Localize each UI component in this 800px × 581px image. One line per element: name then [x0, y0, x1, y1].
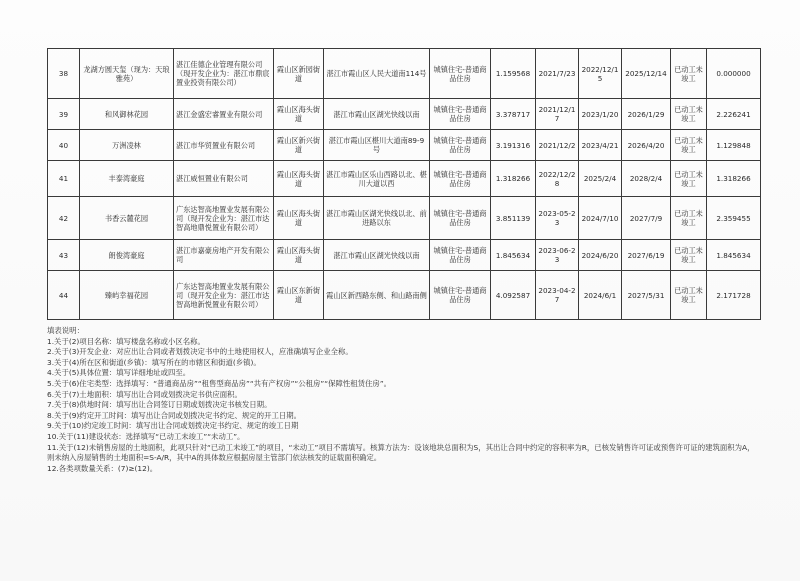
cell-area: 1.159568: [491, 49, 536, 99]
cell-type: 城镇住宅-普通商品住房: [430, 130, 491, 161]
cell-contract: 2023-05-23: [536, 197, 579, 240]
cell-supply: 2023/4/21: [579, 130, 622, 161]
table-row: [48, 130, 761, 161]
cell-name: 书香云麓花园: [80, 197, 174, 240]
cell-type: 城镇住宅-普通商品住房: [430, 197, 491, 240]
cell-location: 湛江市霞山区湖光快线以南: [324, 99, 430, 130]
notes-heading: 填表说明：: [47, 326, 84, 335]
cell-unsold: 1.845634: [707, 240, 761, 271]
cell-company: 湛江佳德企业管理有限公司（现开发企业为：湛江市鼎宸置业投资有限公司）: [174, 49, 274, 99]
cell-street: 霞山区海头街道: [274, 161, 324, 197]
cell-status: 已动工未竣工: [671, 240, 707, 271]
cell-contract: 2021/12/17: [536, 99, 579, 130]
cell-type: 城镇住宅-普通商品住房: [430, 161, 491, 197]
cell-company: 湛江市嘉豪房地产开发有限公司: [174, 240, 274, 271]
cell-no: 42: [48, 197, 80, 240]
cell-unsold: 2.359455: [707, 197, 761, 240]
cell-unsold: 0.000000: [707, 49, 761, 99]
cell-unsold: 1.129848: [707, 130, 761, 161]
table-row: [48, 49, 761, 99]
cell-area: 3.851139: [491, 197, 536, 240]
cell-status: 已动工未竣工: [671, 49, 707, 99]
note-line: 11.关于(12)未销售房屋的土地面积，此项只针对“已动工未竣工”的项目，“未动工”项目不需填写。核算方法为：设该地块总面积为S，其出让合同中约定的容积率为R，已核发销售许可证或预售许可证的建筑面积为A，则未纳入房屋销售的土地面积=S-A/R，其中A的具体数应根据房屋主管部门依法核发的证载面积确定。: [47, 442, 755, 463]
cell-no: 39: [48, 99, 80, 130]
note-line: 5.关于(6)住宅类型：选择填写：“普通商品房”“租售型商品房”“共有产权房”“公租房”“保障性租赁住房”。: [47, 378, 392, 388]
cell-type: 城镇住宅-普通商品住房: [430, 49, 491, 99]
cell-supply: 2023/1/20: [579, 99, 622, 130]
cell-company: 湛江市华贸置业有限公司: [174, 130, 274, 161]
cell-type: 城镇住宅-普通商品住房: [430, 271, 491, 320]
cell-location: 湛江市霞山区湖光快线以南: [324, 240, 430, 271]
cell-unsold: 2.171728: [707, 271, 761, 320]
cell-name: 万洲凌林: [80, 130, 174, 161]
cell-area: 3.191316: [491, 130, 536, 161]
cell-no: 38: [48, 49, 80, 99]
cell-type: 城镇住宅-普通商品住房: [430, 99, 491, 130]
table-row: [48, 197, 761, 240]
cell-supply: 2024/6/1: [579, 271, 622, 320]
cell-area: 1.845634: [491, 240, 536, 271]
cell-start: 2026/4/20: [622, 130, 671, 161]
cell-location: 湛江市霞山区乐山西路以北、椹川大道以西: [324, 161, 430, 197]
fill-instructions: [47, 326, 760, 474]
note-line: 4.关于(5)具体位置：填写详细地址或四至。: [47, 368, 191, 378]
cell-name: 龙湖方圆天玺（现为：天琅雅苑）: [80, 49, 174, 99]
cell-name: 朗俊湾豪庭: [80, 240, 174, 271]
land-supply-table: [47, 48, 761, 320]
cell-name: 臻屿幸福花园: [80, 271, 174, 320]
table-row: [48, 161, 761, 197]
cell-contract: 2021/12/2: [536, 130, 579, 161]
cell-start: 2027/6/19: [622, 240, 671, 271]
cell-unsold: 2.226241: [707, 99, 761, 130]
cell-supply: 2025/2/4: [579, 161, 622, 197]
table-row: [48, 271, 761, 320]
cell-area: 3.378717: [491, 99, 536, 130]
table-row: [48, 240, 761, 271]
cell-start: 2027/5/31: [622, 271, 671, 320]
cell-street: 霞山区新园街道: [274, 49, 324, 99]
cell-street: 霞山区海头街道: [274, 99, 324, 130]
cell-contract: 2021/7/23: [536, 49, 579, 99]
cell-contract: 2023-04-27: [536, 271, 579, 320]
cell-location: 霞山区新西路东侧、和山路南侧: [324, 271, 430, 320]
cell-name: 丰泰湾豪庭: [80, 161, 174, 197]
cell-status: 已动工未竣工: [671, 271, 707, 320]
table-row: [48, 99, 761, 130]
note-line: 6.关于(7)土地面积：填写出让合同或划拨决定书供应面积。: [47, 389, 242, 399]
note-line: 9.关于(10)约定竣工时间：填写出让合同或划拨决定书约定、规定的竣工日期: [47, 421, 299, 431]
note-line: 2.关于(3)开发企业：对应出让合同或者划拨决定书中的土地使用权人，应准确填写企业全称。: [47, 347, 353, 357]
cell-supply: 2024/7/10: [579, 197, 622, 240]
cell-company: 广东达智高地置业发展有限公司（现开发企业为：湛江市达智高地新悦置业有限公司）: [174, 271, 274, 320]
cell-area: 4.092587: [491, 271, 536, 320]
cell-supply: 2022/12/15: [579, 49, 622, 99]
cell-status: 已动工未竣工: [671, 99, 707, 130]
cell-company: 广东达智高地置业发展有限公司（现开发企业为：湛江市达智高地鼎悦置业有限公司）: [174, 197, 274, 240]
note-line: 1.关于(2)项目名称：填写楼盘名称或小区名称。: [47, 336, 205, 346]
note-line: 10.关于(11)建设状态：选择填写“已动工未竣工”“未动工”。: [47, 431, 245, 441]
cell-no: 41: [48, 161, 80, 197]
cell-unsold: 1.318266: [707, 161, 761, 197]
cell-street: 霞山区海头街道: [274, 197, 324, 240]
cell-location: 湛江市霞山区人民大道南114号: [324, 49, 430, 99]
note-line: 3.关于(4)所在区和街道(乡镇)：填写所在的市辖区和街道(乡镇)。: [47, 357, 261, 367]
cell-no: 43: [48, 240, 80, 271]
cell-no: 40: [48, 130, 80, 161]
cell-contract: 2023-06-23: [536, 240, 579, 271]
cell-status: 已动工未竣工: [671, 161, 707, 197]
note-line: 8.关于(9)约定开工时间：填写出让合同或划拨决定书约定、规定的开工日期。: [47, 410, 302, 420]
cell-street: 霞山区海头街道: [274, 240, 324, 271]
cell-location: 湛江市霞山区湖光快线以北、前进路以东: [324, 197, 430, 240]
cell-start: 2026/1/29: [622, 99, 671, 130]
cell-area: 1.318266: [491, 161, 536, 197]
cell-start: 2027/7/9: [622, 197, 671, 240]
cell-status: 已动工未竣工: [671, 197, 707, 240]
cell-start: 2025/12/14: [622, 49, 671, 99]
note-line: 7.关于(8)供地时间：填写出让合同签订日期或划拨决定书核发日期。: [47, 400, 272, 410]
cell-street: 霞山区东新街道: [274, 271, 324, 320]
cell-no: 44: [48, 271, 80, 320]
cell-company: 湛江威恒置业有限公司: [174, 161, 274, 197]
note-line: 12.各类项数量关系：(7)≥(12)。: [47, 463, 158, 473]
cell-company: 湛江金盛宏睿置业有限公司: [174, 99, 274, 130]
cell-status: 已动工未竣工: [671, 130, 707, 161]
cell-type: 城镇住宅-普通商品住房: [430, 240, 491, 271]
cell-contract: 2022/12/28: [536, 161, 579, 197]
cell-start: 2028/2/4: [622, 161, 671, 197]
cell-location: 湛江市霞山区椹川大道南89-9号: [324, 130, 430, 161]
cell-street: 霞山区新兴街道: [274, 130, 324, 161]
cell-name: 和风御林花园: [80, 99, 174, 130]
cell-supply: 2024/6/20: [579, 240, 622, 271]
